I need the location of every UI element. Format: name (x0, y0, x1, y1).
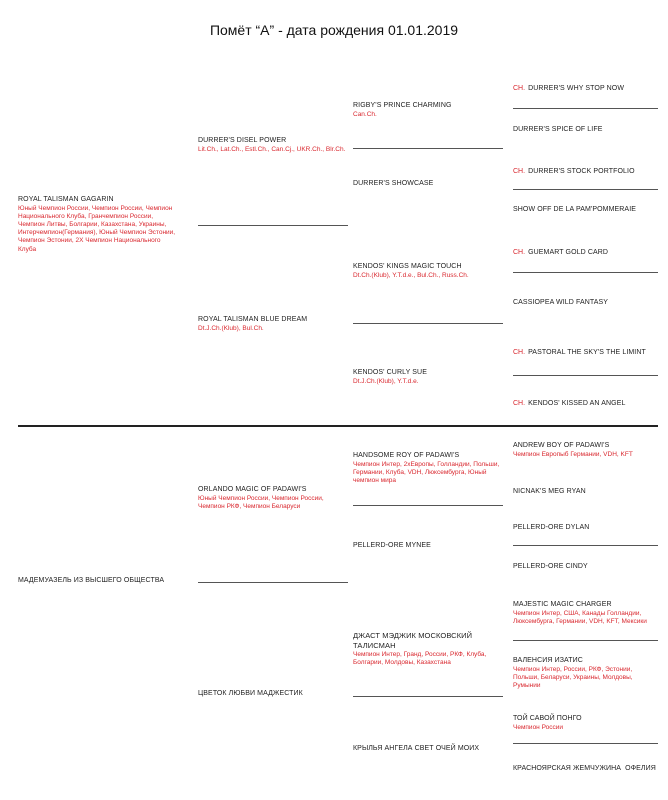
sdss-name: GUEMART GOLD CARD (528, 249, 609, 256)
dsss-entry (513, 442, 658, 459)
divider (353, 505, 503, 506)
sssd-entry (513, 126, 658, 135)
sddd-entry (513, 400, 658, 409)
champion-prefix: CH. (513, 349, 526, 356)
dsss-titles: Чемпион Европыб Германии, VDH, KFT (513, 450, 633, 458)
champion-prefix: CH. (513, 249, 526, 256)
sd-titles: Dt.J.Ch.(Klub), Bul.Ch. (198, 324, 264, 332)
dds-titles: Чемпион Интер, Гранд, России, РКФ, Клуба, Болгарии, Молдовы, Казахстана (353, 651, 487, 667)
ssdd-name: SHOW OFF DE LA PAM'POMMERAIE (513, 206, 637, 213)
divider (513, 545, 658, 546)
dds-entry (353, 631, 493, 667)
ddds-entry (513, 715, 658, 732)
champion-prefix: CH. (513, 168, 526, 175)
sdd-titles: Dt.J.Ch.(Klub), Y.T.d.e. (353, 377, 419, 385)
ds-titles: Юный Чемпион России, Чемпион России, Чемпион РКФ, Чемпион Беларуси (198, 494, 324, 510)
divider (198, 582, 348, 583)
divider (353, 696, 503, 697)
dsdd-entry (513, 563, 658, 572)
ssdd-entry (513, 206, 658, 215)
sds-entry (353, 263, 503, 280)
dds-name: ДЖАСТ МЭДЖИК МОСКОВСКИЙ ТАЛИСМАН (353, 631, 473, 650)
sdsd-name: CASSIOPEA WILD FANTASY (513, 299, 609, 306)
sss-name: RIGBY'S PRINCE CHARMING (353, 102, 452, 109)
ddss-entry (513, 601, 658, 626)
dam-entry (18, 577, 178, 586)
ss-entry (198, 137, 348, 154)
dam-name: МАДЕМУАЗЕЛЬ ИЗ ВЫСШЕГО ОБЩЕСТВА (18, 577, 165, 584)
sds-name: KENDOS' KINGS MAGIC TOUCH (353, 263, 462, 270)
divider (513, 375, 658, 376)
dss-entry (353, 452, 503, 485)
ddss-name: MAJESTIC MAGIC CHARGER (513, 601, 612, 608)
ssds-name: DURRER'S STOCK PORTFOLIO (528, 168, 635, 175)
dsd-entry (353, 542, 503, 551)
sddd-name: KENDOS' KISSED AN ANGEL (528, 400, 626, 407)
generation-divider (18, 425, 658, 427)
dsdd-name: PELLERD-ORE CINDY (513, 563, 588, 570)
ddds-titles: Чемпион России (513, 723, 564, 731)
dsd-name: PELLERD-ORE MYNEE (353, 542, 431, 549)
sdd-entry (353, 369, 503, 386)
champion-prefix: CH. (513, 400, 526, 407)
dsds-entry (513, 524, 658, 533)
ddsd-titles: Чемпион Интер, России, РКФ, Эстонии, Польши, Беларуси, Украины, Молдовы, Румынии (513, 665, 633, 689)
divider (513, 640, 658, 641)
dss-name: HANDSOME ROY OF PADAWI'S (353, 452, 460, 459)
ssss-name: DURRER'S WHY STOP NOW (528, 85, 625, 92)
dd-entry (198, 690, 348, 699)
divider (353, 323, 503, 324)
sss-entry (353, 102, 503, 119)
ss-name: DURRER'S DISEL POWER (198, 137, 287, 144)
ss-titles: Lit.Ch., Lat.Ch., Estl.Ch., Can.Cj., UKR.Ch., Blr.Ch. (198, 145, 346, 153)
divider (353, 148, 503, 149)
ddds-name: ТОЙ САВОЙ ПОНГО (513, 715, 582, 722)
ds-name: ORLANDO MAGIC OF PADAWI'S (198, 486, 307, 493)
sire-titles: Юный Чемпион России, Чемпион России, Чемпион Национального Клуба, Гранчемпион России, Чемпион Литвы, Болгарии, Казахстана, Украины, Интерчемпион(Германия), Юный Чемпион Эстонии, Чемпион Эстонии, 2Х Чемпион Национального Клуба (18, 204, 176, 253)
sds-titles: Dt.Ch.(Klub), Y.T.d.e., Bul.Ch., Russ.Ch. (353, 271, 469, 279)
divider (198, 225, 348, 226)
ddsd-entry (513, 657, 658, 690)
ddd-name: КРЫЛЬЯ АНГЕЛА СВЕТ ОЧЕЙ МОИХ (353, 745, 480, 752)
sire-name: ROYAL TALISMAN GAGARIN (18, 196, 114, 203)
ddsd-name: ВАЛЕНСИЯ ИЗАТИС (513, 657, 583, 664)
sire-entry (18, 196, 178, 254)
ssds-entry (513, 168, 658, 177)
page-title: Помёт “А” - дата рождения 01.01.2019 (209, 22, 459, 38)
sdss-entry (513, 249, 658, 258)
sd-entry (198, 316, 348, 333)
sdsd-entry (513, 299, 658, 308)
ssd-entry (353, 180, 503, 189)
dss-titles: Чемпион Интер, 2хЕвропы, Голландии, Польши, Германии, Клуба, VDH, Люксембурга, Юный чемпион мира (353, 460, 500, 484)
divider (513, 108, 658, 109)
ddd-entry (353, 745, 503, 754)
ds-entry (198, 486, 348, 511)
sssd-name: DURRER'S SPICE OF LIFE (513, 126, 603, 133)
ddss-titles: Чемпион Интер, США, Канады Голландии, Люксембурга, Германии, VDH, KFT, Мексики (513, 609, 647, 625)
dddd-name: КРАСНОЯРСКАЯ ЖЕМЧУЖИНА ОФЕЛИЯ (513, 765, 656, 772)
champion-prefix: CH. (513, 85, 526, 92)
dsss-name: ANDREW BOY OF PADAWI'S (513, 442, 610, 449)
sd-name: ROYAL TALISMAN BLUE DREAM (198, 316, 308, 323)
sss-titles: Can.Ch. (353, 110, 377, 118)
divider (513, 189, 658, 190)
divider (513, 743, 658, 744)
divider (513, 272, 658, 273)
dd-name: ЦВЕТОК ЛЮБВИ МАДЖЕСТИК (198, 690, 303, 697)
sdds-name: PASTORAL THE SKY'S THE LIMINT (528, 349, 646, 356)
dddd-entry (513, 765, 663, 774)
dssd-entry (513, 488, 658, 497)
dsds-name: PELLERD-ORE DYLAN (513, 524, 590, 531)
sdd-name: KENDOS' CURLY SUE (353, 369, 427, 376)
ssd-name: DURRER'S SHOWCASE (353, 180, 434, 187)
ssss-entry (513, 85, 658, 94)
sdds-entry (513, 349, 658, 358)
dssd-name: NICNAK'S MEG RYAN (513, 488, 586, 495)
